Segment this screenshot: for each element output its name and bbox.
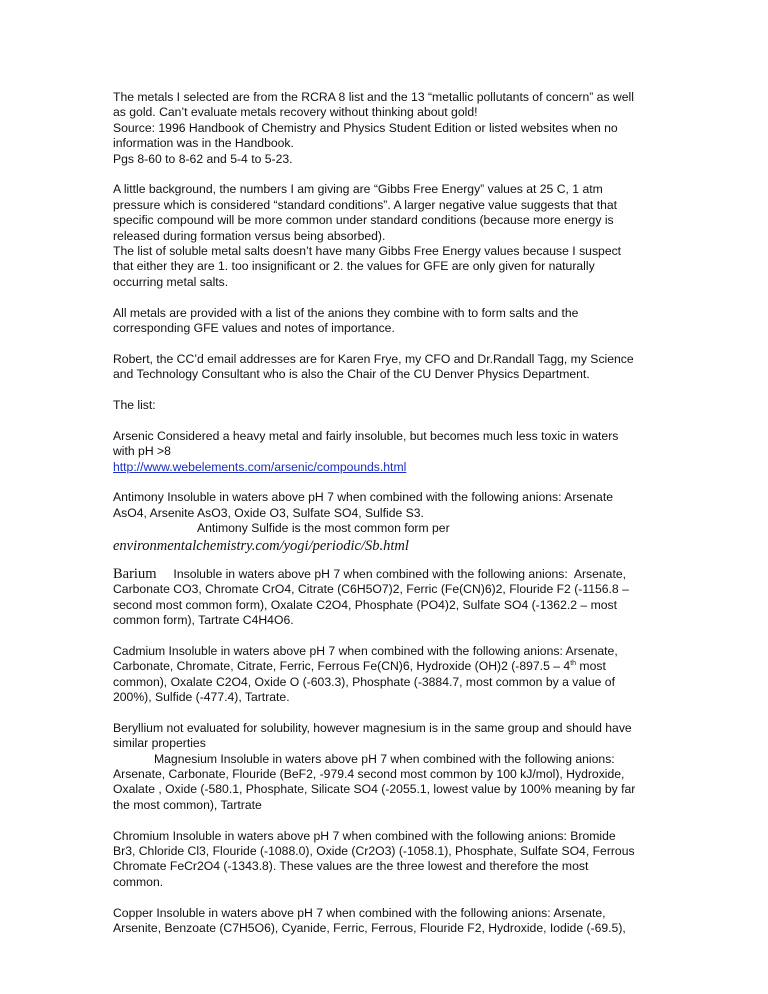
text-line: Pgs 8-60 to 8-62 and 5-4 to 5-23. <box>113 151 293 166</box>
intro-paragraph <box>113 90 658 167</box>
text-line: The list: <box>113 398 156 413</box>
text-line <box>113 659 658 674</box>
barium-entry <box>113 567 658 629</box>
arsenic-entry <box>113 429 658 475</box>
text-line: A little background, the numbers I am giving are “Gibbs Free Energy” values at 25 C, 1 atm <box>113 182 603 197</box>
text-line: The list of soluble metal salts doesn’t have many Gibbs Free Energy values because I suspect <box>113 244 622 259</box>
document-body <box>113 90 658 952</box>
arsenic-link[interactable]: http://www.webelements.com/arsenic/compounds.html <box>113 459 407 474</box>
text-line: Arsenic Considered a heavy metal and fairly insoluble, but becomes much less toxic in waters <box>113 428 619 443</box>
text-line: common. <box>113 874 164 889</box>
text-line: pressure which is considered “standard conditions”. A larger negative value suggests that that <box>113 197 618 212</box>
antimony-source: environmentalchemistry.com/yogi/periodic/Sb.html <box>113 537 409 554</box>
text-line: and Technology Consultant who is also the Chair of the CU Denver Physics Department. <box>113 367 590 382</box>
copper-entry <box>113 906 658 937</box>
text-line <box>113 567 658 582</box>
text-line: Oxalate , Oxide (-580.1, Phosphate, Silicate SO4 (-2055.1, lowest value by 100% meaning by far <box>113 782 636 797</box>
text-line: Carbonate CO3, Chromate CrO4, Citrate (C6H5O7)2, Ferric (Fe(CN)6)2, Flouride F2 (-1156.8 – <box>113 582 629 597</box>
text-line: the most common), Tartrate <box>113 797 262 812</box>
chromium-entry <box>113 829 658 891</box>
text-line: The metals I selected are from the RCRA 8 list and the 13 “metallic pollutants of concern” as well <box>113 90 634 104</box>
beryllium-entry <box>113 721 658 813</box>
text-line: All metals are provided with a list of the anions they combine with to form salts and the <box>113 305 579 320</box>
text-line: Chromate FeCr2O4 (-1343.8). These values are the three lowest and therefore the most <box>113 859 589 874</box>
antimony-entry <box>113 490 658 554</box>
text-line: with pH >8 <box>113 444 171 459</box>
text-line: Beryllium not evaluated for solubility, however magnesium is in the same group and should have <box>113 720 632 735</box>
text-line: similar properties <box>113 736 206 751</box>
text-line: Robert, the CC’d email addresses are for Karen Frye, my CFO and Dr.Randall Tagg, my Science <box>113 351 634 366</box>
barium-line-1: Insoluble in waters above pH 7 when combined with the following anions: Arsenate, <box>156 566 626 581</box>
cadmium-line-2b: most <box>576 659 606 674</box>
text-line: AsO4, Arsenite AsO3, Oxide O3, Sulfate SO4, Sulfide S3. <box>113 505 424 520</box>
barium-name: Barium <box>113 565 157 582</box>
cadmium-entry <box>113 644 658 706</box>
text-line: Copper Insoluble in waters above pH 7 when combined with the following anions: Arsenate, <box>113 905 606 920</box>
text-line: Antimony Sulfide is the most common form per <box>197 521 450 536</box>
text-line: Antimony Insoluble in waters above pH 7 when combined with the following anions: Arsenate <box>113 490 613 505</box>
text-line: Chromium Insoluble in waters above pH 7 when combined with the following anions: Bromide <box>113 828 616 843</box>
text-line: Arsenite, Benzoate (C7H5O6), Cyanide, Ferric, Ferrous, Flouride F2, Hydroxide, Iodide (-69.5), <box>113 920 626 935</box>
text-line: specific compound will be more common under standard conditions (because more energy is <box>113 213 614 228</box>
anions-paragraph <box>113 306 658 337</box>
cadmium-line-2a: Carbonate, Chromate, Citrate, Ferric, Ferrous Fe(CN)6, Hydroxide (OH)2 (-897.5 – 4 <box>113 659 571 674</box>
cc-paragraph <box>113 352 658 383</box>
superscript: th <box>570 660 577 668</box>
list-heading <box>113 398 658 413</box>
text-line: common form), Tartrate C4H4O6. <box>113 612 294 627</box>
text-line: Cadmium Insoluble in waters above pH 7 when combined with the following anions: Arsenate, <box>113 643 618 658</box>
text-line: released during formation versus being absorbed). <box>113 228 386 243</box>
text-line: information was in the Handbook. <box>113 136 294 151</box>
text-line: Source: 1996 Handbook of Chemistry and Physics Student Edition or listed websites when no <box>113 120 618 135</box>
text-line: 200%), Sulfide (-477.4), Tartrate. <box>113 689 290 704</box>
text-line: corresponding GFE values and notes of importance. <box>113 321 395 336</box>
text-line: occurring metal salts. <box>113 274 229 289</box>
text-line: Magnesium Insoluble in waters above pH 7 when combined with the following anions: <box>154 751 615 766</box>
text-line: second most common form), Oxalate C2O4, Phosphate (PO4)2, Sulfate SO4 (-1362.2 – most <box>113 597 617 612</box>
background-paragraph <box>113 182 658 290</box>
text-line: that either they are 1. too insignificant or 2. the values for GFE are only given for naturally <box>113 259 595 274</box>
text-line: Arsenate, Carbonate, Flouride (BeF2, -979.4 second most common by 100 kJ/mol), Hydroxide, <box>113 766 625 781</box>
text-line: common), Oxalate C2O4, Oxide O (-603.3), Phosphate (-3884.7, most common by a value of <box>113 674 615 689</box>
text-line: Br3, Chloride Cl3, Flouride (-1088.0), Oxide (Cr2O3) (-1058.1), Phosphate, Sulfate SO4, Ferrous <box>113 843 635 858</box>
text-line: as gold. Can’t evaluate metals recovery without thinking about gold! <box>113 105 478 120</box>
